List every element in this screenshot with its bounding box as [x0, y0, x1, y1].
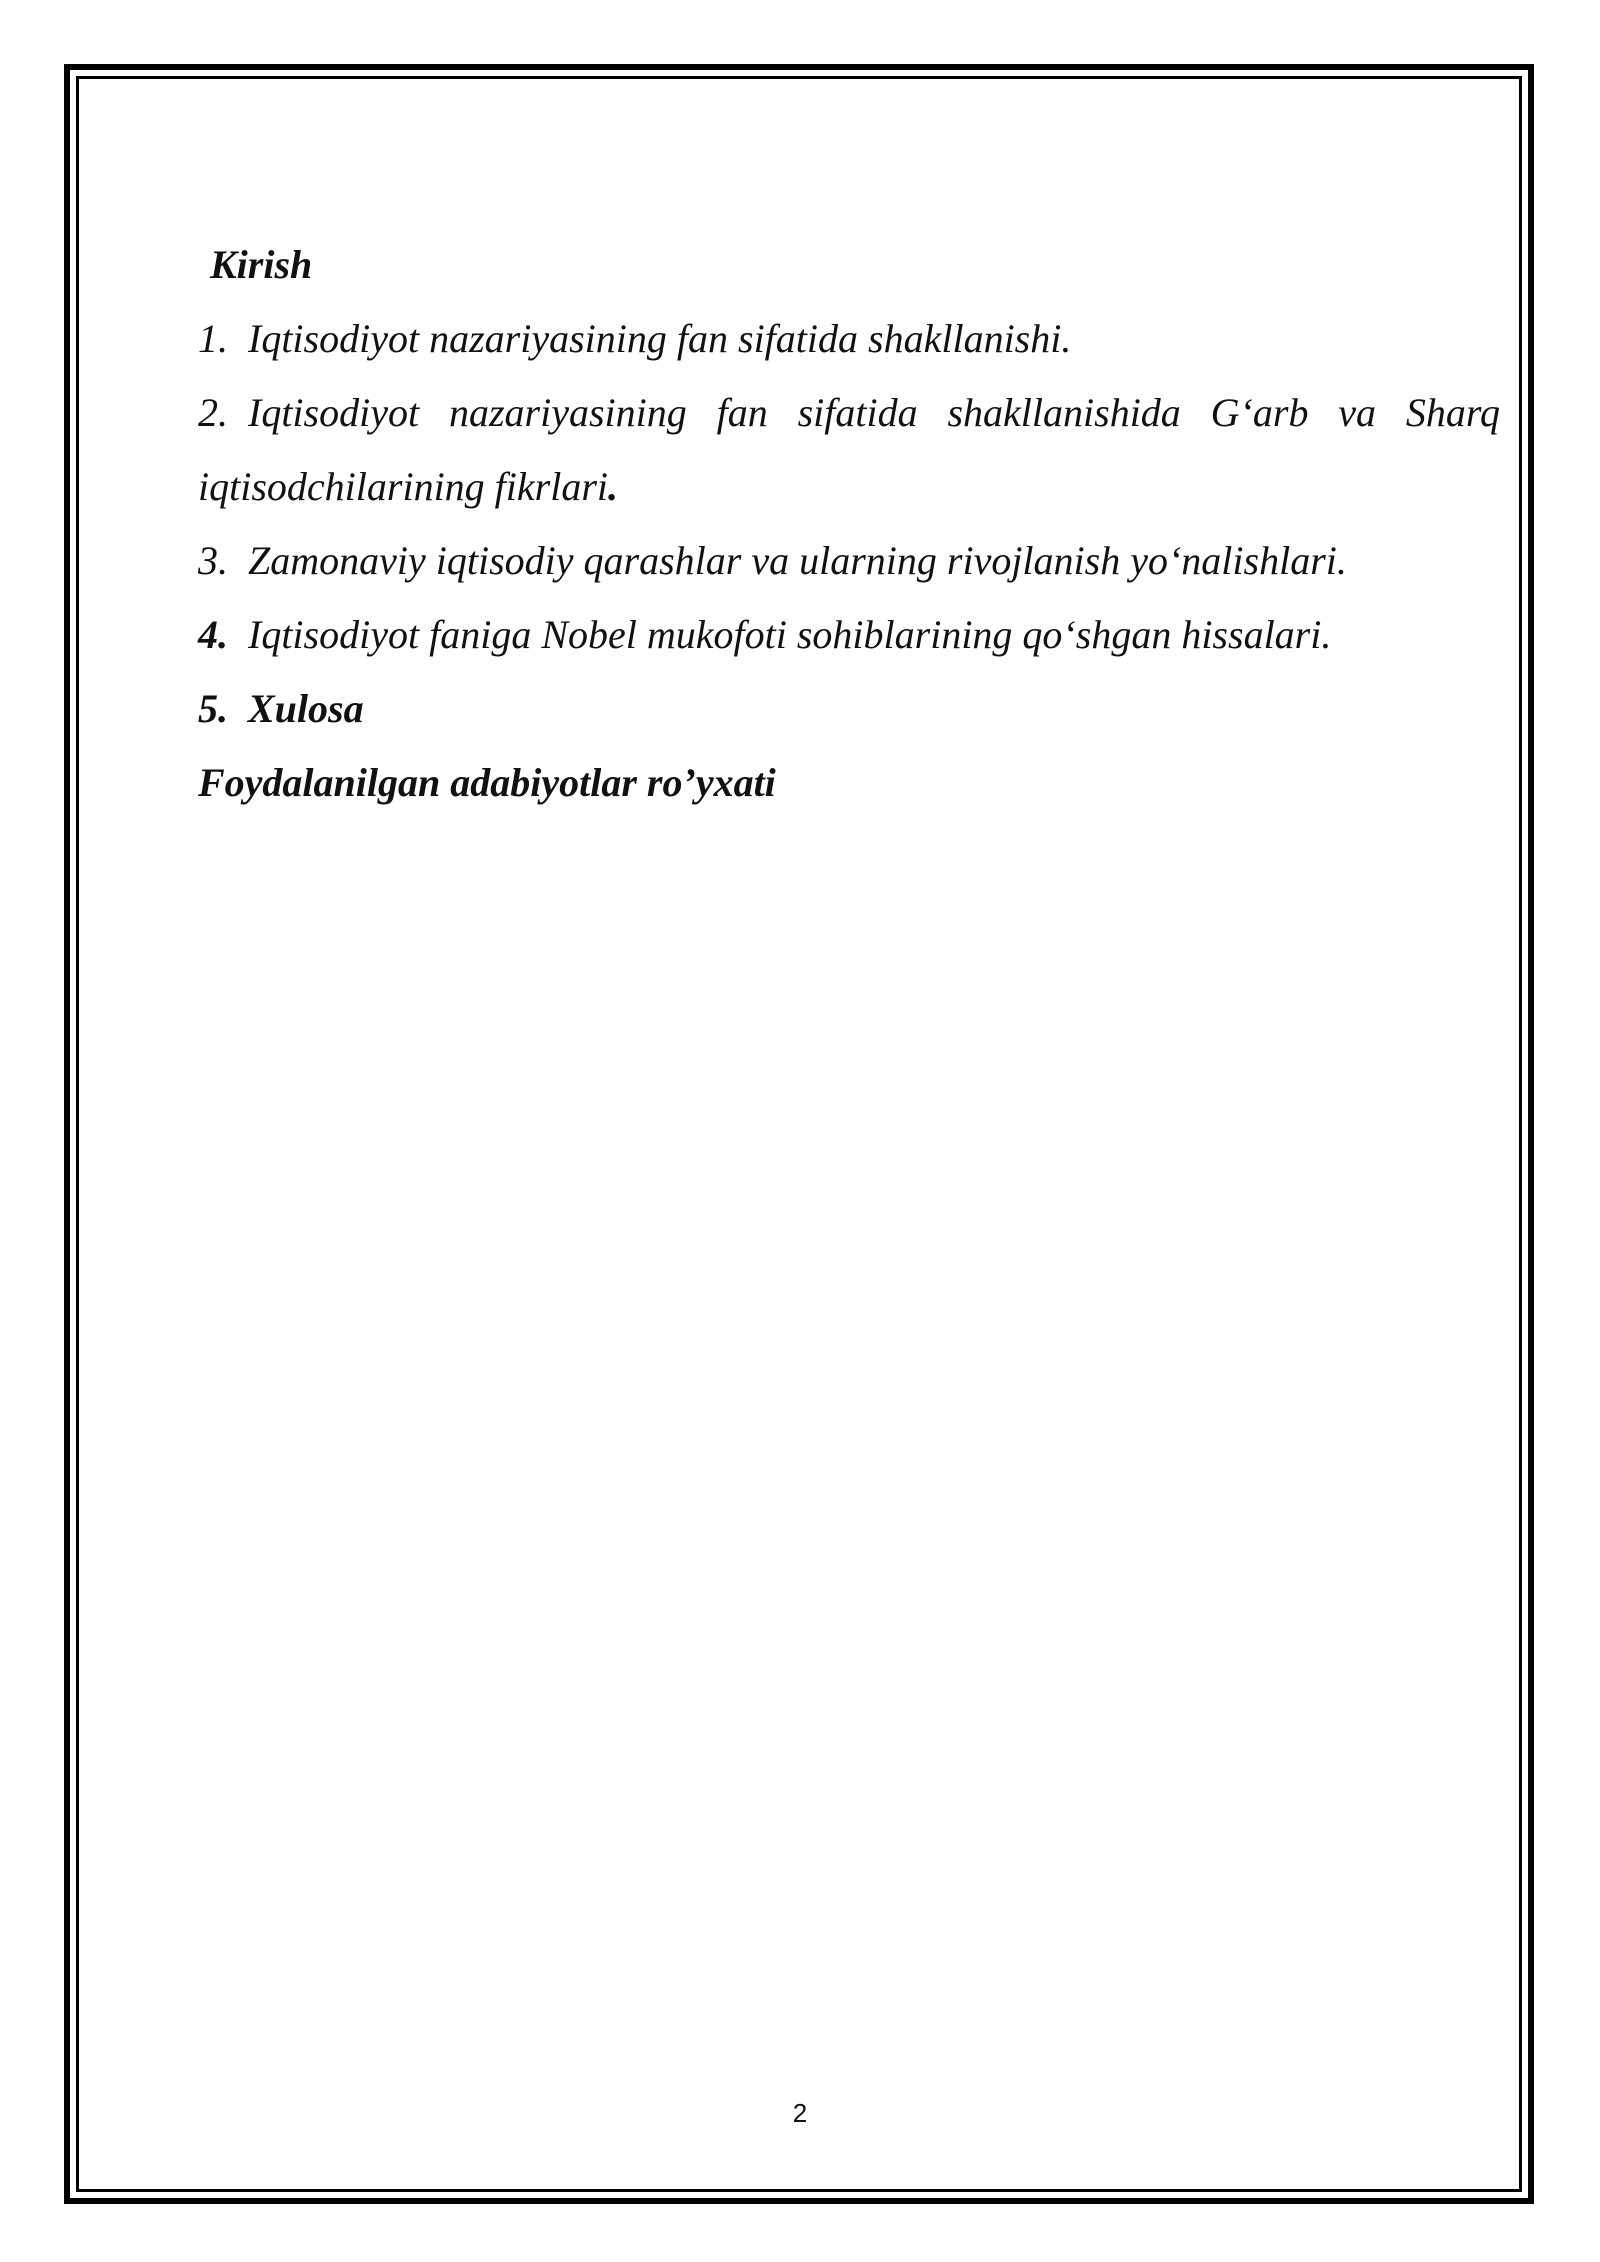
toc-item-2-number: 2. — [198, 390, 228, 435]
toc-intro: Kirish — [210, 242, 313, 287]
toc-item-2 — [198, 376, 1500, 450]
toc-item-2-continuation — [198, 450, 1500, 524]
page-number: 2 — [792, 2098, 808, 2128]
toc-item-1-number: 1. — [198, 316, 228, 361]
toc-item-2-text-line2: iqtisodchilarining fikrlari — [198, 464, 609, 509]
toc-item-5 — [198, 672, 1500, 746]
toc-item-5-text: Xulosa — [248, 686, 364, 731]
toc-item-4-text: Iqtisodiyot faniga Nobel mukofoti sohiblarining qo‘shgan hissalari. — [248, 612, 1332, 657]
toc-item-5-number: 5. — [198, 686, 228, 731]
toc-item-3-number: 3. — [198, 538, 228, 583]
toc-item-3-text: Zamonaviy iqtisodiy qarashlar va ularning rivojlanish yo‘nalishlari. — [248, 538, 1347, 583]
toc-item-1 — [198, 302, 1500, 376]
toc-item-2-trailing-period: . — [608, 464, 619, 509]
toc-item-4 — [198, 598, 1500, 672]
toc-item-2-text-line1: Iqtisodiyot nazariyasining fan sifatida shakllanishida G‘arb va Sharq — [248, 390, 1500, 435]
toc-item-3 — [198, 524, 1500, 598]
toc-item-4-number: 4. — [198, 612, 228, 657]
table-of-contents — [198, 228, 1500, 820]
toc-item-1-text: Iqtisodiyot nazariyasining fan sifatida shakllanishi. — [248, 316, 1072, 361]
toc-references: Foydalanilgan adabiyotlar ro’yxati — [198, 760, 776, 805]
